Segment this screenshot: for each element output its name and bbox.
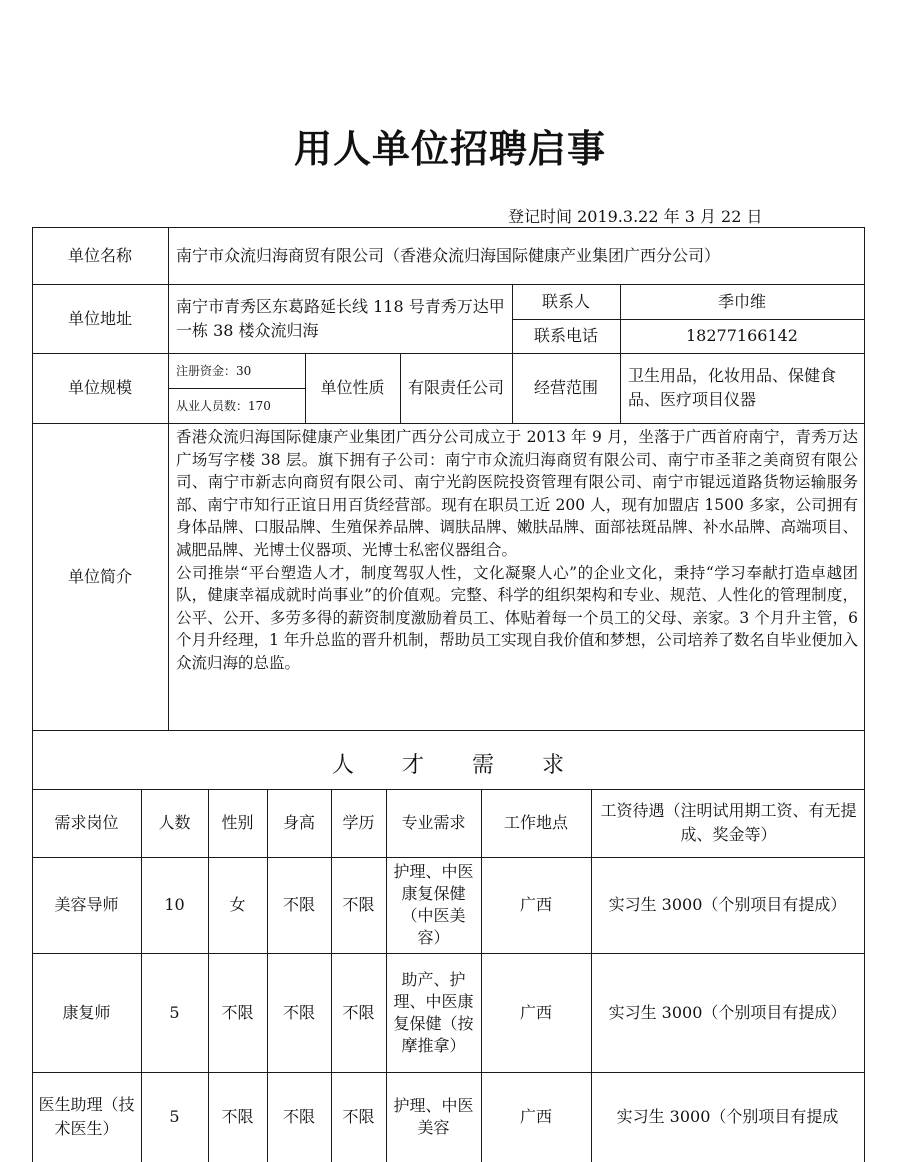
contact-person: 季巾维 [717, 291, 766, 311]
cell-gender: 不限 [221, 1107, 254, 1126]
company-intro [176, 426, 858, 675]
header-location: 工作地点 [503, 813, 568, 832]
header-salary: 工资待遇（注明试用期工资、有无提成、奖金等） [600, 801, 857, 844]
label-nature: 单位性质 [320, 378, 385, 397]
cell-education: 不限 [342, 1107, 375, 1126]
cell-major: 护理、中医美容 [393, 1096, 474, 1137]
talent-demand-title: 人才需求 [331, 752, 612, 778]
cell-height: 不限 [282, 1002, 315, 1022]
cell-height: 不限 [282, 1107, 315, 1126]
label-contact-phone: 联系电话 [533, 326, 598, 345]
company-nature: 有限责任公司 [408, 378, 505, 397]
label-intro: 单位简介 [67, 566, 132, 586]
cell-height: 不限 [282, 895, 315, 914]
company-name: 南宁市众流归海商贸有限公司（香港众流归海国际健康产业集团广西分公司） [176, 245, 721, 265]
intro-paragraph: 公司推崇“平台塑造人才，制度驾驭人性，文化凝聚人心”的企业文化，秉持“学习奉献打造卓越团队，健康幸福成就时尚事业”的价值观。完整、科学的组织架构和专业、规范、人性化的管理制度，公平、公开、多劳多得的薪资制度激励着员工、体贴着每一个员工的父母、亲家。3 个月升主管，6 个月升经理，1 年升总监的晋升机制，帮助员工实现自我价值和梦想，公司培养了数名自毕业便加入众流归海的总监。 [176, 563, 858, 672]
registration-date: 登记时间 2019.3.22 年 3 月 22 日 [508, 207, 763, 226]
employee-count: 从业人员数：170 [176, 398, 271, 413]
document-title: 用人单位招聘启事 [293, 127, 606, 171]
header-gender: 性别 [221, 813, 254, 832]
cell-salary: 实习生 3000（个别项目有提成） [608, 1002, 847, 1022]
cell-salary: 实习生 3000（个别项目有提成） [608, 895, 847, 914]
label-address: 单位地址 [67, 308, 132, 328]
cell-location: 广西 [519, 1107, 552, 1126]
header-count: 人数 [158, 813, 191, 832]
contact-phone: 18277166142 [686, 326, 798, 345]
company-address: 南宁市青秀区东葛路延长线 118 号青秀万达甲一栋 38 楼众流归海 [176, 296, 505, 340]
header-major: 专业需求 [401, 813, 466, 832]
header-education: 学历 [342, 813, 375, 832]
label-scale: 单位规模 [67, 378, 132, 397]
header-position: 需求岗位 [54, 813, 119, 832]
cell-major: 助产、护理、中医康复保健（按摩推拿） [393, 969, 474, 1055]
cell-gender: 女 [229, 895, 246, 914]
cell-position: 美容导师 [54, 895, 119, 914]
cell-position: 医生助理（技术医生） [38, 1095, 135, 1138]
cell-count: 10 [164, 895, 185, 914]
label-contact-person: 联系人 [541, 291, 590, 311]
cell-position: 康复师 [62, 1002, 111, 1022]
cell-location: 广西 [519, 1002, 552, 1022]
cell-gender: 不限 [221, 1002, 254, 1022]
cell-major: 护理、中医康复保健（中医美容） [393, 862, 474, 947]
cell-salary: 实习生 3000（个别项目有提成 [616, 1107, 839, 1126]
cell-education: 不限 [342, 895, 375, 914]
cell-location: 广西 [519, 895, 552, 914]
cell-count: 5 [169, 1002, 180, 1022]
business-scope: 卫生用品，化妆用品、保健食品、医疗项目仪器 [628, 366, 837, 409]
cell-count: 5 [169, 1107, 180, 1126]
cell-education: 不限 [342, 1002, 375, 1022]
label-company-name: 单位名称 [67, 245, 132, 265]
intro-paragraph: 香港众流归海国际健康产业集团广西分公司成立于 2013 年 9 月，坐落于广西首府南宁，青秀万达广场写字楼 38 层。旗下拥有子公司：南宁市众流归海商贸有限公司、南宁市圣菲之美商贸有限公司、南宁市新志向商贸有限公司、南宁光韵医院投资管理有限公司、南宁市锟远道路货物运输服务部、南宁市知行正谊日用百货经营部。现有在职员工近 200 人，现有加盟店 1500 多家，公司拥有身体品牌、口服品牌、生殖保养品牌、调肤品牌、嫩肤品牌、面部祛斑品牌、补水品牌、高端项目、减肥品牌、光博士仪器项、光博士私密仪器组合。 [176, 428, 859, 559]
registered-capital: 注册资金：30 [176, 363, 252, 378]
header-height: 身高 [282, 813, 315, 832]
label-business-scope: 经营范围 [533, 378, 598, 397]
